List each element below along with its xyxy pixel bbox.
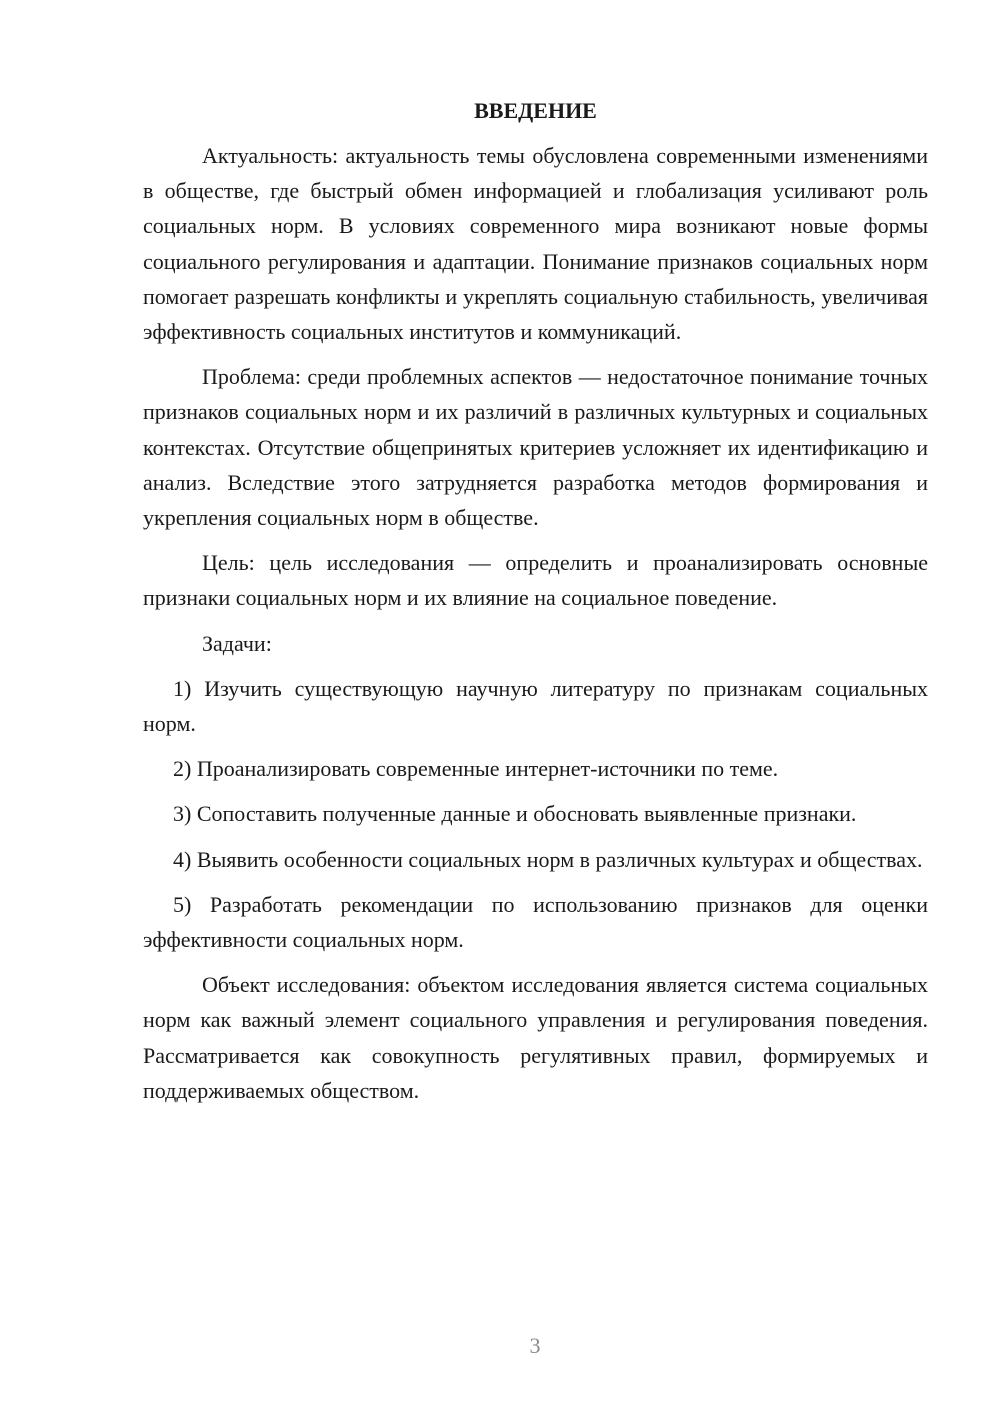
page-number: 3 — [529, 1333, 541, 1358]
tasks-heading: Задачи: — [202, 630, 272, 656]
paragraph-actuality: Актуальность: актуальность темы обусловлена современными изменениями в обществе, где быстрый обмен информацией и глобализация усиливают роль социальных норм. В условиях современного мира возникают новые формы социального регулирования и адаптации. Понимание признаков социальных норм помогает разрешать конфликты и укреплять социальную стабильность, увеличивая эффективность социальных институтов и коммуникаций. — [143, 143, 928, 345]
section-title: ВВЕДЕНИЕ — [474, 98, 597, 123]
paragraph-problem: Проблема: среди проблемных аспектов — недостаточное понимание точных признаков социальных норм и их различий в различных культурных и социальных контекстах. Отсутствие общепринятых критериев усложняет их идентификацию и анализ. Вследствие этого затрудняется разработка методов формирования и укрепления социальных норм в обществе. — [143, 364, 928, 531]
page-content — [143, 96, 928, 1118]
paragraph-goal: Цель: цель исследования — определить и проанализировать основные признаки социальных норм и их влияние на социальное поведение. — [143, 550, 928, 611]
task-item-5: 5) Разработать рекомендации по использованию признаков для оценки эффективности социальных норм. — [143, 891, 928, 953]
task-item-4: 4) Выявить особенности социальных норм в различных культурах и обществах. — [173, 846, 923, 872]
task-item-2: 2) Проанализировать современные интернет-источники по теме. — [173, 756, 779, 782]
task-item-1: 1) Изучить существующую научную литературу по признакам социальных норм. — [143, 675, 928, 737]
paragraph-object: Объект исследования: объектом исследования является система социальных норм как важный элемент социального управления и регулирования поведения. Рассматривается как совокупность регулятивных правил, формируемых и поддерживаемых обществом. — [143, 972, 928, 1103]
task-item-3: 3) Сопоставить полученные данные и обосновать выявленные признаки. — [173, 801, 857, 827]
